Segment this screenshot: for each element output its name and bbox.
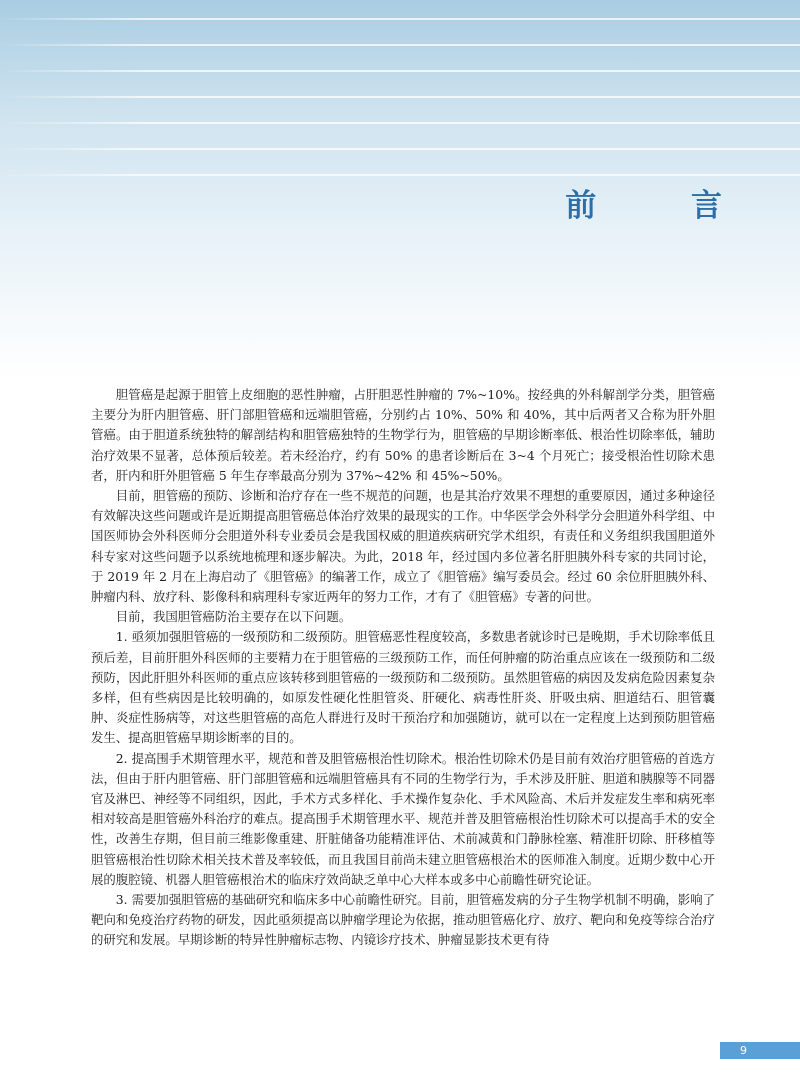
page-number: 9: [720, 1042, 800, 1059]
body-text: [91, 385, 715, 951]
page-title: 前 言: [565, 188, 764, 224]
header-stripe: [0, 18, 800, 20]
paragraph: 目前，我国胆管癌防治主要存在以下问题。: [115, 609, 352, 625]
header-stripe: [0, 96, 800, 98]
paragraph: 3. 需要加强胆管癌的基础研究和临床多中心前瞻性研究。目前，胆管癌发病的分子生物学机制不明确，影响了靶向和免疫治疗药物的研发，因此亟须提高以肿瘤学理论为依据，推动胆管癌化疗、放疗、靶向和免疫等综合治疗的研究和发展。早期诊断的特异性肿瘤标志物、内镜诊疗技术、肿瘤显影技术更有待: [91, 892, 715, 948]
header-stripe: [0, 148, 800, 150]
header-stripe: [0, 174, 800, 176]
header-stripe: [0, 70, 800, 72]
paragraph: 1. 亟须加强胆管癌的一级预防和二级预防。胆管癌恶性程度较高，多数患者就诊时已是晚期，手术切除率低且预后差，目前肝胆外科医师的主要精力在于胆管癌的三级预防工作，而任何肿瘤的防治重点应该在一级预防和二级预防，因此肝胆外科医师的重点应该转移到胆管癌的一级预防和二级预防。虽然胆管癌的病因及发病危险因素复杂多样，但有些病因是比较明确的，如原发性硬化性胆管炎、肝硬化、病毒性肝炎、肝吸虫病、胆道结石、胆管囊肿、炎症性肠病等，对这些胆管癌的高危人群进行及时干预治疗和加强随访，就可以在一定程度上达到预防胆管癌发生、提高胆管癌早期诊断率的目的。: [91, 629, 715, 746]
header-stripe: [0, 122, 800, 124]
paragraph: 目前，胆管癌的预防、诊断和治疗存在一些不规范的问题，也是其治疗效果不理想的重要原因，通过多种途径有效解决这些问题或许是近期提高胆管癌总体治疗效果的最现实的工作。中华医学会外科学分会胆道外科学组、中国医师协会外科医师分会胆道外科专业委员会是我国权威的胆道疾病研究学术组织，有责任和义务组织我国胆道外科专家对这些问题予以系统地梳理和逐步解决。为此，2018 年，经过国内多位著名肝胆胰外科专家的共同讨论，于 2019 年 2 月在上海启动了《胆管癌》的编著工作，成立了《胆管癌》编写委员会。经过 60 余位肝胆胰外科、肿瘤内科、放疗科、影像科和病理科专家近两年的努力工作，才有了《胆管癌》专著的问世。: [91, 488, 716, 605]
paragraph: 2. 提高围手术期管理水平，规范和普及胆管癌根治性切除术。根治性切除术仍是目前有效治疗胆管癌的首选方法，但由于肝内胆管癌、肝门部胆管癌和远端胆管癌具有不同的生物学行为，手术涉及肝脏、胆道和胰腺等不同器官及淋巴、神经等不同组织，因此，手术方式多样化、手术操作复杂化、手术风险高、术后并发症发生率和病死率相对较高是胆管癌外科治疗的难点。提高围手术期管理水平、规范并普及胆管癌根治性切除术可以提高手术的安全性，改善生存期，但目前三维影像重建、肝脏储备功能精准评估、术前减黄和门静脉栓塞、精准肝切除、肝移植等胆管癌根治性切除术相关技术普及率较低，而且我国目前尚未建立胆管癌根治术的医师准入制度。近期少数中心开展的腹腔镜、机器人胆管癌根治术的临床疗效尚缺乏单中心大样本或多中心前瞻性研究论证。: [91, 750, 715, 887]
header-stripe: [0, 44, 800, 46]
paragraph: 胆管癌是起源于胆管上皮细胞的恶性肿瘤，占肝胆恶性肿瘤的 7%~10%。按经典的外科解剖学分类，胆管癌主要分为肝内胆管癌、肝门部胆管癌和远端胆管癌，分别约占 10%、50% 和 40%，其中后两者又合称为肝外胆管癌。由于胆道系统独特的解剖结构和胆管癌独特的生物学行为，胆管癌的早期诊断率低、根治性切除率低，辅助治疗效果不显著，总体预后较差。若未经治疗，约有 50% 的患者诊断后在 3~4 个月死亡；接受根治性切除术患者，肝内和肝外胆管癌 5 年生存率最高分别为 37%~42% 和 45%~50%。: [91, 387, 715, 483]
